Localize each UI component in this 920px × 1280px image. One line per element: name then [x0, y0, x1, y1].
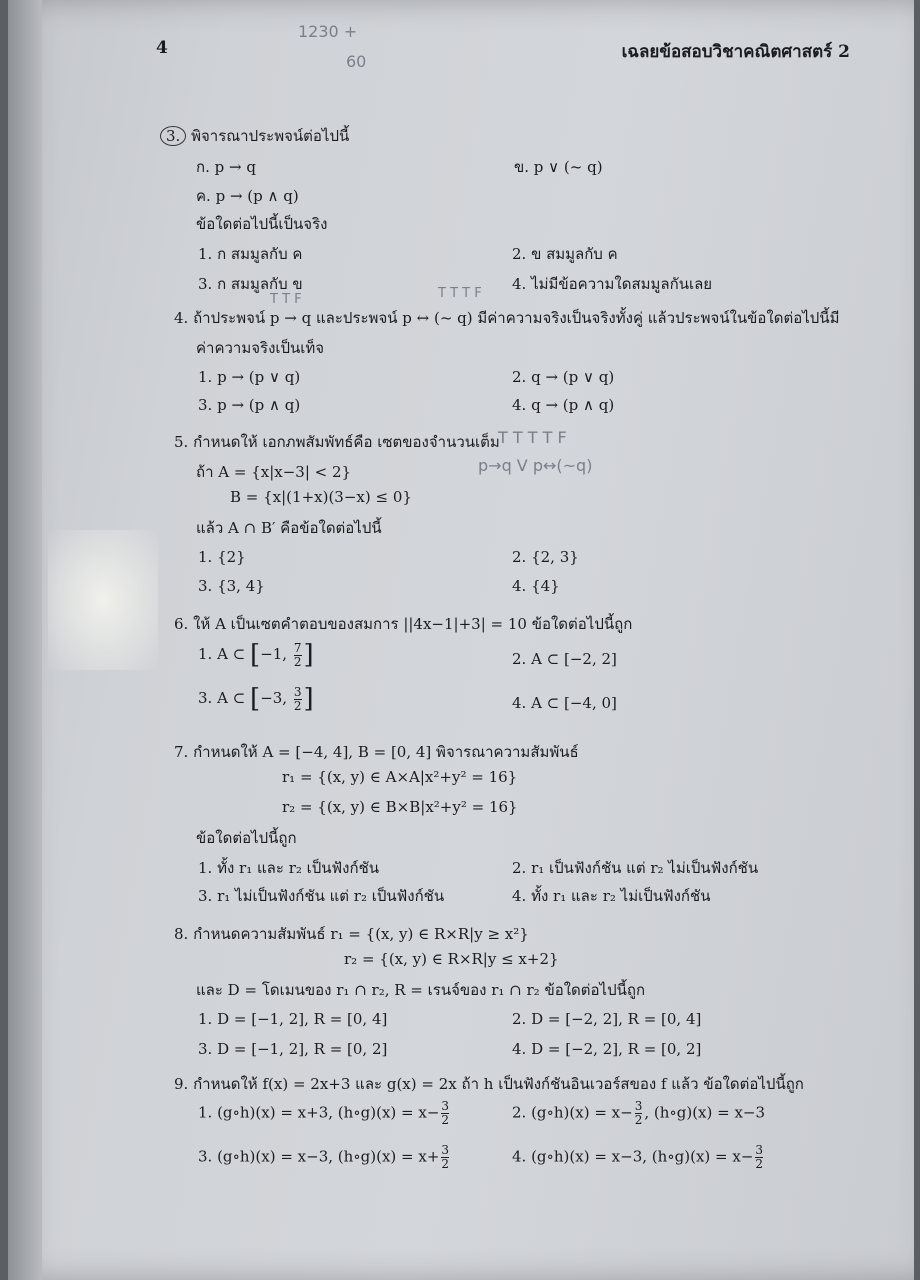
q5-set-a: ถ้า A = {x|x−3| < 2} — [196, 463, 352, 481]
q9-number: 9. — [174, 1075, 189, 1093]
q7-choice-1: 1. ทั้ง r₁ และ r₂ เป็นฟังก์ชัน — [198, 859, 380, 877]
q9-choice-3 — [198, 1144, 451, 1171]
handwritten-note-top2: 60 — [346, 52, 367, 71]
question-content — [8, 0, 914, 1280]
handwritten-q5-truth: T T T T F — [498, 428, 567, 447]
handwritten-q4-truth-b: T T T F — [438, 286, 482, 301]
q5-ask: แล้ว A ∩ B′ คือข้อใดต่อไปนี้ — [196, 519, 382, 537]
q3-statement-kh: ข. p ∨ (~ q) — [514, 158, 603, 176]
q8-choice-2: 2. D = [−2, 2], R = [0, 4] — [512, 1010, 702, 1028]
q3-ask: ข้อใดต่อไปนี้เป็นจริง — [196, 215, 328, 233]
q9-choice-3-fraction: $\frac{3}{2}$ — [441, 1143, 450, 1171]
q7-number: 7. — [174, 743, 189, 761]
q5-choice-2: 2. {2, 3} — [512, 548, 579, 566]
q9-stem: กำหนดให้ f(x) = 2x+3 และ g(x) = 2x ถ้า h เป็นฟังก์ชันอินเวอร์สของ f แล้ว ข้อใดต่อไปนี้ถูก — [193, 1075, 804, 1093]
q6-choice-1-fraction: $\frac{7}{2}$ — [293, 640, 302, 669]
q4-stem: ถ้าประพจน์ p → q และประพจน์ p ↔ (~ q) มีค่าความจริงเป็นจริงทั้งคู่ แล้วประพจน์ในข้อใดต่อไปนี้มี — [193, 309, 840, 327]
q7-relation-r2: r₂ = {(x, y) ∈ B×B|x²+y² = 16} — [282, 798, 518, 816]
q8-number: 8. — [174, 925, 189, 943]
handwritten-q5-expr: p→q V p↔(~q) — [478, 456, 593, 475]
q8-stem: กำหนดความสัมพันธ์ r₁ = {(x, y) ∈ R×R|y ≥ x²} — [193, 925, 529, 943]
q9-choice-4-text: 4. (g∘h)(x) = x−3, (h∘g)(x) = x− — [512, 1147, 754, 1166]
q3-number: 3. — [160, 126, 186, 146]
q6-choice-3-fraction: $\frac{3}{2}$ — [293, 684, 302, 713]
q6-choice-3-lower: −3, — [260, 689, 288, 707]
running-header: เฉลยข้อสอบวิชาคณิตศาสตร์ 2 — [621, 42, 850, 62]
q9-choice-2 — [512, 1100, 765, 1127]
q5-stem: กำหนดให้ เอกภพสัมพัทธ์คือ เซตของจำนวนเต็ม — [193, 433, 500, 451]
textbook-page — [8, 0, 914, 1280]
q6-choice-3-prefix: 3. A ⊂ — [198, 689, 246, 707]
q4-stem-cont: ค่าความจริงเป็นเท็จ — [196, 339, 325, 357]
q9-choice-1-text: 1. (g∘h)(x) = x+3, (h∘g)(x) = x− — [198, 1103, 440, 1122]
q8-relation-r2: r₂ = {(x, y) ∈ R×R|y ≤ x+2} — [344, 950, 559, 968]
q8-choice-4: 4. D = [−2, 2], R = [0, 2] — [512, 1040, 702, 1058]
q9-choice-2-text: 2. (g∘h)(x) = x− — [512, 1103, 633, 1122]
q7-stem-line — [174, 740, 579, 764]
q9-choice-3-text: 3. (g∘h)(x) = x−3, (h∘g)(x) = x+ — [198, 1147, 440, 1166]
q6-stem-line — [174, 612, 632, 636]
q7-choice-4: 4. ทั้ง r₁ และ r₂ ไม่เป็นฟังก์ชัน — [512, 887, 711, 905]
q3-statement-kho: ค. p → (p ∧ q) — [196, 187, 299, 205]
q8-choice-3: 3. D = [−1, 2], R = [0, 2] — [198, 1040, 388, 1058]
q4-stem-line — [174, 306, 839, 330]
q9-choice-2-fraction: $\frac{3}{2}$ — [634, 1099, 643, 1127]
q9-choice-2-text-b: , (h∘g)(x) = x−3 — [644, 1103, 766, 1122]
q3-statement-k: ก. p → q — [196, 158, 256, 176]
q6-choice-3: 3. A ⊂ [−3, $\frac{3}{2}$ ] — [198, 684, 314, 714]
q9-choice-1 — [198, 1100, 451, 1127]
q5-choice-4: 4. {4} — [512, 577, 560, 595]
q6-choice-1-prefix: 1. A ⊂ — [198, 645, 246, 663]
q6-choice-1: 1. A ⊂ [−1, $\frac{7}{2}$ ] — [198, 640, 314, 670]
q9-choice-4-fraction: $\frac{3}{2}$ — [755, 1143, 764, 1171]
q4-number: 4. — [174, 309, 189, 327]
q5-set-b: B = {x|(1+x)(3−x) ≤ 0} — [230, 488, 412, 506]
q7-choice-3: 3. r₁ ไม่เป็นฟังก์ชัน แต่ r₂ เป็นฟังก์ชัน — [198, 887, 445, 905]
q5-choice-1: 1. {2} — [198, 548, 246, 566]
q9-choice-1-fraction: $\frac{3}{2}$ — [441, 1099, 450, 1127]
q3-choice-4: 4. ไม่มีข้อความใดสมมูลกันเลย — [512, 275, 713, 293]
q3-choice-3: 3. ก สมมูลกับ ข — [198, 275, 303, 293]
q6-choice-2: 2. A ⊂ [−2, 2] — [512, 650, 617, 668]
q9-choice-4 — [512, 1144, 765, 1171]
q3-stem: พิจารณาประพจน์ต่อไปนี้ — [191, 127, 350, 145]
q4-choice-1: 1. p → (p ∨ q) — [198, 368, 301, 386]
q5-choice-3: 3. {3, 4} — [198, 577, 265, 595]
q4-choice-4: 4. q → (p ∧ q) — [512, 396, 615, 414]
q4-choice-3: 3. p → (p ∧ q) — [198, 396, 301, 414]
q7-relation-r1: r₁ = {(x, y) ∈ A×A|x²+y² = 16} — [282, 768, 518, 786]
q8-choice-1: 1. D = [−1, 2], R = [0, 4] — [198, 1010, 388, 1028]
q7-stem: กำหนดให้ A = [−4, 4], B = [0, 4] พิจารณาความสัมพันธ์ — [193, 743, 579, 761]
q3-choice-1: 1. ก สมมูลกับ ค — [198, 245, 303, 263]
q5-stem-line — [174, 430, 500, 454]
q6-stem: ให้ A เป็นเซตคำตอบของสมการ ||4x−1|+3| = 10 ข้อใดต่อไปนี้ถูก — [193, 615, 633, 633]
q9-stem-line — [174, 1072, 804, 1096]
q3-choice-2: 2. ข สมมูลกับ ค — [512, 245, 618, 263]
q8-ask: และ D = โดเมนของ r₁ ∩ r₂, R = เรนจ์ของ r₁ ∩ r₂ ข้อใดต่อไปนี้ถูก — [196, 981, 646, 999]
q8-stem-line — [174, 922, 529, 946]
q6-choice-1-lower: −1, — [260, 645, 288, 663]
q5-number: 5. — [174, 433, 189, 451]
q3-stem-line — [160, 124, 349, 148]
handwritten-q4-truth-a: T T F — [270, 292, 302, 307]
q7-choice-2: 2. r₁ เป็นฟังก์ชัน แต่ r₂ ไม่เป็นฟังก์ชัน — [512, 859, 759, 877]
handwritten-note-top: 1230 + — [298, 22, 358, 41]
q4-choice-2: 2. q → (p ∨ q) — [512, 368, 615, 386]
q6-number: 6. — [174, 615, 189, 633]
q7-ask: ข้อใดต่อไปนี้ถูก — [196, 829, 297, 847]
q6-choice-4: 4. A ⊂ [−4, 0] — [512, 694, 617, 712]
page-number: 4 — [156, 38, 168, 58]
